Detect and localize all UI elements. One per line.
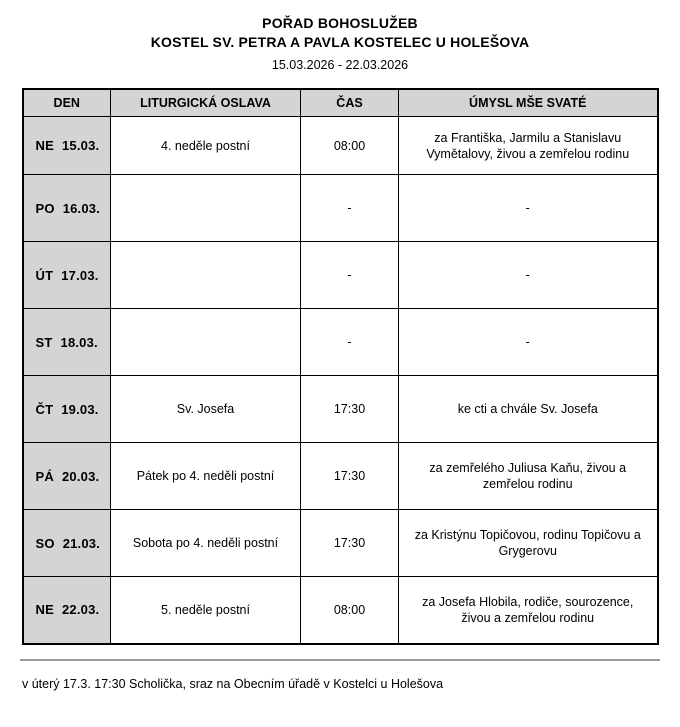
day-date: 20.03. bbox=[61, 468, 100, 484]
day-name: PO bbox=[35, 200, 55, 216]
cell-intention: - bbox=[399, 309, 658, 376]
cell-time: 17:30 bbox=[301, 510, 399, 577]
cell-intention: za Františka, Jarmilu a Stanislavu Vymětalovy, živou a zemřelou rodinu bbox=[399, 117, 658, 175]
day-name: ÚT bbox=[35, 267, 54, 283]
column-header-time: ČAS bbox=[301, 89, 399, 117]
column-header-day: DEN bbox=[23, 89, 111, 117]
day-date: 21.03. bbox=[62, 535, 101, 551]
cell-liturgy: Sv. Josefa bbox=[111, 376, 301, 443]
page-title: POŘAD BOHOSLUŽEB bbox=[262, 15, 418, 31]
cell-liturgy: Pátek po 4. neděli postní bbox=[111, 443, 301, 510]
day-name: NE bbox=[35, 602, 54, 618]
table-row bbox=[23, 309, 658, 376]
cell-day bbox=[23, 175, 111, 242]
column-header-liturgy: LITURGICKÁ OSLAVA bbox=[111, 89, 301, 117]
cell-intention: - bbox=[399, 242, 658, 309]
day-date: 15.03. bbox=[61, 138, 100, 153]
table-row bbox=[23, 376, 658, 443]
cell-day bbox=[23, 242, 111, 309]
cell-intention: - bbox=[399, 175, 658, 242]
table-row bbox=[23, 242, 658, 309]
cell-intention: za Josefa Hlobila, rodiče, sourozence, živou a zemřelou rodinu bbox=[399, 577, 658, 644]
table-row bbox=[23, 443, 658, 510]
cell-intention: za Kristýnu Topičovou, rodinu Topičovu a Grygerovu bbox=[399, 510, 658, 577]
cell-liturgy: 5. neděle postní bbox=[111, 577, 301, 644]
cell-time: 17:30 bbox=[301, 376, 399, 443]
day-date: 16.03. bbox=[62, 200, 101, 216]
cell-day bbox=[23, 117, 111, 175]
cell-liturgy: 4. neděle postní bbox=[111, 117, 301, 175]
page-subtitle: KOSTEL SV. PETRA A PAVLA KOSTELEC U HOLEŠOVA bbox=[150, 34, 530, 50]
table-row bbox=[23, 510, 658, 577]
cell-day bbox=[23, 577, 111, 644]
cell-intention: ke cti a chvále Sv. Josefa bbox=[399, 376, 658, 443]
footer-note: v úterý 17.3. 17:30 Scholička, sraz na Obecním úřadě v Kostelci u Holešova bbox=[20, 659, 660, 693]
day-date: 18.03. bbox=[60, 334, 98, 350]
cell-liturgy bbox=[111, 175, 301, 242]
day-name: NE bbox=[35, 138, 54, 153]
cell-time: - bbox=[301, 242, 399, 309]
cell-time: - bbox=[301, 175, 399, 242]
day-date: 19.03. bbox=[61, 401, 99, 417]
day-name: ČT bbox=[35, 401, 54, 417]
cell-time: - bbox=[301, 309, 399, 376]
day-name: SO bbox=[35, 535, 55, 551]
schedule-table bbox=[22, 88, 659, 645]
day-date: 22.03. bbox=[61, 602, 100, 618]
cell-liturgy bbox=[111, 309, 301, 376]
table-row bbox=[23, 577, 658, 644]
cell-day bbox=[23, 510, 111, 577]
cell-intention: za zemřelého Juliusa Kaňu, živou a zemřelou rodinu bbox=[399, 443, 658, 510]
cell-liturgy: Sobota po 4. neděli postní bbox=[111, 510, 301, 577]
day-date: 17.03. bbox=[61, 267, 99, 283]
day-name: PÁ bbox=[35, 468, 54, 484]
day-name: ST bbox=[35, 334, 53, 350]
cell-day bbox=[23, 376, 111, 443]
column-header-intention: ÚMYSL MŠE SVATÉ bbox=[399, 89, 658, 117]
cell-day bbox=[23, 443, 111, 510]
cell-liturgy bbox=[111, 242, 301, 309]
cell-time: 08:00 bbox=[301, 117, 399, 175]
cell-time: 17:30 bbox=[301, 443, 399, 510]
table-row bbox=[23, 175, 658, 242]
document-header bbox=[0, 0, 680, 74]
cell-time: 08:00 bbox=[301, 577, 399, 644]
cell-day bbox=[23, 309, 111, 376]
table-row bbox=[23, 117, 658, 175]
date-range: 15.03.2026 - 22.03.2026 bbox=[271, 58, 409, 72]
table-header-row bbox=[23, 89, 658, 117]
